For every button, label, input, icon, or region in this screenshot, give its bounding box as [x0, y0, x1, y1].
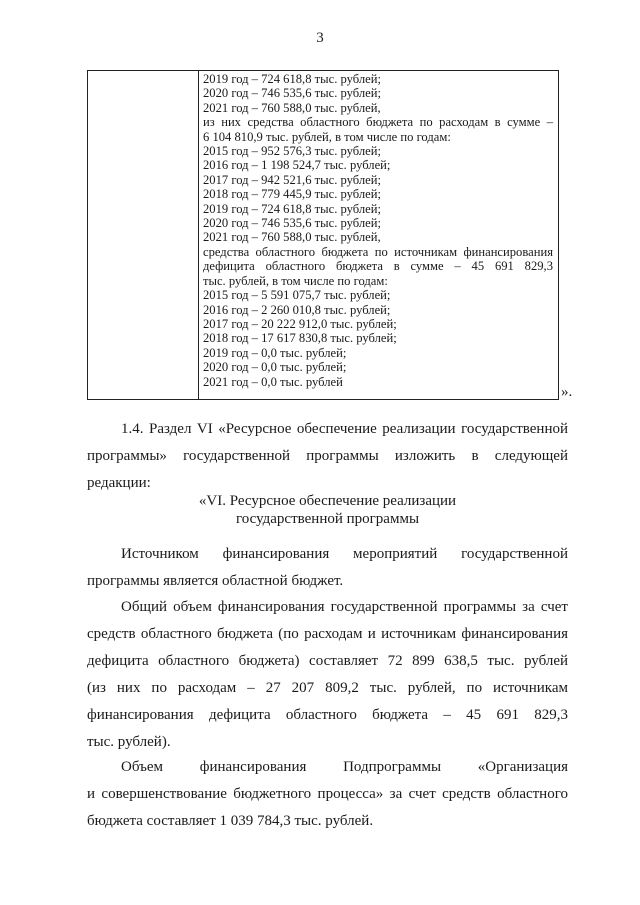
table-line: 2017 год – 20 222 912,0 тыс. рублей;: [203, 316, 397, 331]
paragraph-total-volume: [87, 594, 568, 756]
table-line: тыс. рублей, в том числе по годам:: [203, 273, 388, 288]
table-line: 2019 год – 724 618,8 тыс. рублей;: [203, 72, 381, 86]
paragraph-line: Объем финансирования Подпрограммы «Организация: [121, 759, 568, 775]
table-right-cell: [203, 72, 553, 389]
paragraph-line: Источником финансирования мероприятий государственной: [121, 546, 568, 562]
table-line: 2016 год – 2 260 010,8 тыс. рублей;: [203, 302, 391, 317]
table-line: дефицита областного бюджета в сумме – 45 691 829,3: [203, 259, 553, 274]
table-line: 2020 год – 746 535,6 тыс. рублей;: [203, 216, 381, 231]
table-line: 2017 год – 942 521,6 тыс. рублей;: [203, 172, 381, 187]
closing-quote: ».: [561, 384, 573, 400]
table-line: 2016 год – 1 198 524,7 тыс. рублей;: [203, 158, 391, 173]
page-number: 3: [316, 30, 324, 46]
section-intro: [87, 416, 568, 497]
paragraph-line: дефицита областного бюджета) составляет 72 899 638,5 тыс. рублей: [87, 653, 568, 669]
section-intro-line: программы» государственной программы изложить в следующей: [87, 448, 568, 464]
section-heading-line: «VI. Ресурсное обеспечение реализации: [198, 493, 457, 509]
paragraph-source: [87, 541, 568, 595]
paragraph-line: Общий объем финансирования государственной программы за счет: [121, 599, 568, 615]
table-line: 2021 год – 760 588,0 тыс. рублей,: [203, 230, 381, 245]
paragraph-line: и совершенствование бюджетного процесса» за счет средств областного: [87, 786, 568, 802]
paragraph-line: финансирования дефицита областного бюджета – 45 691 829,3: [87, 707, 568, 723]
section-intro-line: 1.4. Раздел VI «Ресурсное обеспечение реализации государственной: [121, 421, 568, 437]
paragraph-line: программы является областной бюджет.: [87, 573, 344, 589]
table-line: 2020 год – 746 535,6 тыс. рублей;: [203, 86, 381, 101]
paragraph-line: средств областного бюджета (по расходам и источникам финансирования: [87, 626, 568, 642]
table-line: из них средства областного бюджета по расходам в сумме –: [203, 115, 553, 130]
section-intro-line: редакции:: [87, 475, 151, 491]
table-line: 2021 год – 0,0 тыс. рублей: [203, 374, 343, 389]
table-line: 2021 год – 760 588,0 тыс. рублей,: [203, 100, 381, 115]
table-line: 6 104 810,9 тыс. рублей, в том числе по годам:: [203, 129, 451, 144]
section-heading: [87, 492, 568, 528]
table-line: 2018 год – 17 617 830,8 тыс. рублей;: [203, 331, 397, 346]
paragraph-line: (из них по расходам – 27 207 809,2 тыс. рублей, по источникам: [87, 680, 568, 696]
table-line: 2019 год – 724 618,8 тыс. рублей;: [203, 201, 381, 216]
table-line: 2018 год – 779 445,9 тыс. рублей;: [203, 187, 381, 202]
paragraph-line: бюджета составляет 1 039 784,3 тыс. рублей.: [87, 813, 374, 829]
table-line: средства областного бюджета по источникам финансирования: [203, 244, 553, 259]
table-left-cell: [88, 71, 199, 399]
section-heading-line: государственной программы: [235, 511, 420, 527]
table-line: 2015 год – 5 591 075,7 тыс. рублей;: [203, 288, 391, 303]
funding-table: [87, 70, 559, 400]
paragraph-subprogram: [87, 754, 568, 835]
table-line: 2015 год – 952 576,3 тыс. рублей;: [203, 144, 381, 159]
table-line: 2020 год – 0,0 тыс. рублей;: [203, 360, 347, 375]
table-line: 2019 год – 0,0 тыс. рублей;: [203, 345, 347, 360]
paragraph-line: тыс. рублей).: [87, 734, 171, 750]
